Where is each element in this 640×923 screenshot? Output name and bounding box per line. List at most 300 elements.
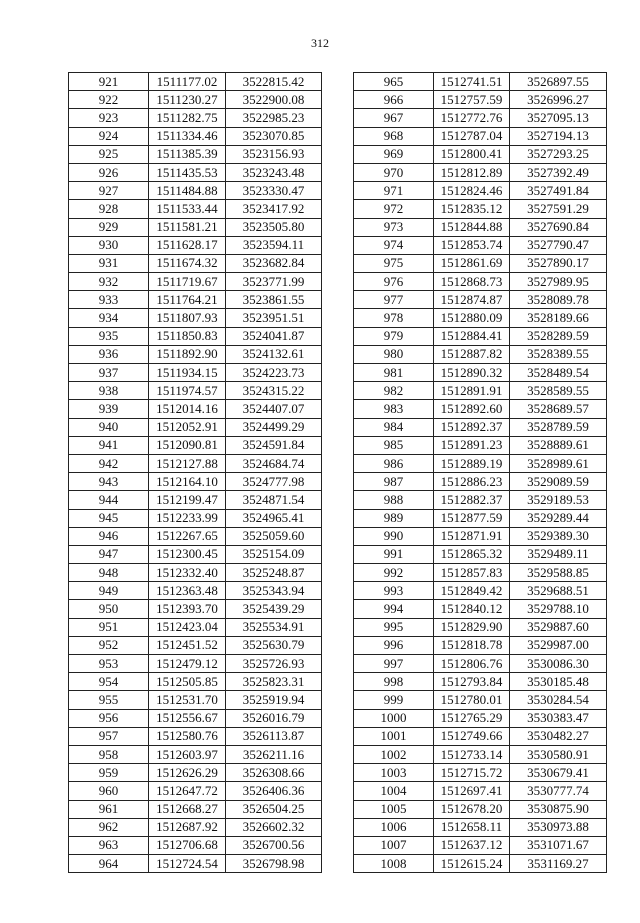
point-number-cell: 993 <box>354 582 434 600</box>
table-row <box>354 200 607 218</box>
x-coordinate-cell: 1512892.60 <box>434 400 510 418</box>
table-row <box>354 291 607 309</box>
y-coordinate-cell: 3530185.48 <box>510 673 607 691</box>
x-coordinate-cell: 1512626.29 <box>149 764 226 782</box>
table-row <box>69 527 322 545</box>
x-coordinate-cell: 1512733.14 <box>434 745 510 763</box>
point-number-cell: 959 <box>69 764 149 782</box>
table-row <box>354 527 607 545</box>
x-coordinate-cell: 1512668.27 <box>149 800 226 818</box>
x-coordinate-cell: 1512793.84 <box>434 673 510 691</box>
x-coordinate-cell: 1512014.16 <box>149 400 226 418</box>
x-coordinate-cell: 1512849.42 <box>434 582 510 600</box>
x-coordinate-cell: 1512865.32 <box>434 545 510 563</box>
y-coordinate-cell: 3526211.16 <box>226 745 322 763</box>
point-number-cell: 932 <box>69 273 149 291</box>
point-number-cell: 986 <box>354 454 434 472</box>
table-row <box>69 109 322 127</box>
y-coordinate-cell: 3525154.09 <box>226 545 322 563</box>
point-number-cell: 922 <box>69 91 149 109</box>
y-coordinate-cell: 3530580.91 <box>510 745 607 763</box>
table-row <box>69 764 322 782</box>
x-coordinate-cell: 1512741.51 <box>434 73 510 91</box>
x-coordinate-cell: 1512199.47 <box>149 491 226 509</box>
y-coordinate-cell: 3526406.36 <box>226 782 322 800</box>
x-coordinate-cell: 1512829.90 <box>434 618 510 636</box>
y-coordinate-cell: 3527095.13 <box>510 109 607 127</box>
y-coordinate-cell: 3522985.23 <box>226 109 322 127</box>
x-coordinate-cell: 1512658.11 <box>434 818 510 836</box>
x-coordinate-cell: 1511334.46 <box>149 127 226 145</box>
point-number-cell: 974 <box>354 236 434 254</box>
x-coordinate-cell: 1512556.67 <box>149 709 226 727</box>
point-number-cell: 953 <box>69 655 149 673</box>
x-coordinate-cell: 1511850.83 <box>149 327 226 345</box>
table-row <box>69 400 322 418</box>
y-coordinate-cell: 3529089.59 <box>510 473 607 491</box>
page-number: 312 <box>311 36 329 50</box>
y-coordinate-cell: 3523594.11 <box>226 236 322 254</box>
y-coordinate-cell: 3528889.61 <box>510 436 607 454</box>
y-coordinate-cell: 3529788.10 <box>510 600 607 618</box>
table-row <box>69 163 322 181</box>
point-number-cell: 964 <box>69 855 149 873</box>
x-coordinate-cell: 1512882.37 <box>434 491 510 509</box>
point-number-cell: 1007 <box>354 836 434 854</box>
x-coordinate-cell: 1511934.15 <box>149 364 226 382</box>
x-coordinate-cell: 1511719.67 <box>149 273 226 291</box>
x-coordinate-cell: 1512233.99 <box>149 509 226 527</box>
table-row <box>354 382 607 400</box>
table-row <box>354 454 607 472</box>
table-row <box>354 273 607 291</box>
x-coordinate-cell: 1512451.52 <box>149 636 226 654</box>
point-number-cell: 980 <box>354 345 434 363</box>
point-number-cell: 1001 <box>354 727 434 745</box>
point-number-cell: 1004 <box>354 782 434 800</box>
x-coordinate-cell: 1512806.76 <box>434 655 510 673</box>
y-coordinate-cell: 3529489.11 <box>510 545 607 563</box>
y-coordinate-cell: 3524777.98 <box>226 473 322 491</box>
y-coordinate-cell: 3525823.31 <box>226 673 322 691</box>
point-number-cell: 941 <box>69 436 149 454</box>
x-coordinate-cell: 1512853.74 <box>434 236 510 254</box>
point-number-cell: 936 <box>69 345 149 363</box>
table-row <box>69 91 322 109</box>
y-coordinate-cell: 3523861.55 <box>226 291 322 309</box>
point-number-cell: 987 <box>354 473 434 491</box>
point-number-cell: 950 <box>69 600 149 618</box>
table-row <box>69 418 322 436</box>
x-coordinate-cell: 1512757.59 <box>434 91 510 109</box>
y-coordinate-cell: 3528589.55 <box>510 382 607 400</box>
point-number-cell: 957 <box>69 727 149 745</box>
y-coordinate-cell: 3528289.59 <box>510 327 607 345</box>
point-number-cell: 999 <box>354 691 434 709</box>
x-coordinate-cell: 1512724.54 <box>149 855 226 873</box>
y-coordinate-cell: 3527293.25 <box>510 145 607 163</box>
coordinates-table-left-body <box>69 73 322 873</box>
table-row <box>69 200 322 218</box>
point-number-cell: 958 <box>69 745 149 763</box>
y-coordinate-cell: 3528189.66 <box>510 309 607 327</box>
y-coordinate-cell: 3523951.51 <box>226 309 322 327</box>
x-coordinate-cell: 1512393.70 <box>149 600 226 618</box>
x-coordinate-cell: 1511533.44 <box>149 200 226 218</box>
table-row <box>354 418 607 436</box>
y-coordinate-cell: 3522815.42 <box>226 73 322 91</box>
x-coordinate-cell: 1512871.91 <box>434 527 510 545</box>
table-row <box>354 127 607 145</box>
point-number-cell: 963 <box>69 836 149 854</box>
x-coordinate-cell: 1512697.41 <box>434 782 510 800</box>
y-coordinate-cell: 3527392.49 <box>510 163 607 181</box>
point-number-cell: 969 <box>354 145 434 163</box>
y-coordinate-cell: 3528689.57 <box>510 400 607 418</box>
y-coordinate-cell: 3524871.54 <box>226 491 322 509</box>
table-row <box>354 564 607 582</box>
x-coordinate-cell: 1512127.88 <box>149 454 226 472</box>
y-coordinate-cell: 3523417.92 <box>226 200 322 218</box>
y-coordinate-cell: 3529588.85 <box>510 564 607 582</box>
table-row <box>354 782 607 800</box>
x-coordinate-cell: 1512267.65 <box>149 527 226 545</box>
table-row <box>69 291 322 309</box>
y-coordinate-cell: 3530875.90 <box>510 800 607 818</box>
x-coordinate-cell: 1512861.69 <box>434 254 510 272</box>
y-coordinate-cell: 3528089.78 <box>510 291 607 309</box>
table-row <box>69 727 322 745</box>
table-row <box>69 273 322 291</box>
point-number-cell: 955 <box>69 691 149 709</box>
x-coordinate-cell: 1512840.12 <box>434 600 510 618</box>
x-coordinate-cell: 1511764.21 <box>149 291 226 309</box>
table-row <box>69 509 322 527</box>
table-row <box>69 709 322 727</box>
x-coordinate-cell: 1511484.88 <box>149 182 226 200</box>
y-coordinate-cell: 3523771.99 <box>226 273 322 291</box>
x-coordinate-cell: 1512678.20 <box>434 800 510 818</box>
point-number-cell: 948 <box>69 564 149 582</box>
table-row <box>354 309 607 327</box>
table-row <box>69 782 322 800</box>
point-number-cell: 983 <box>354 400 434 418</box>
x-coordinate-cell: 1512749.66 <box>434 727 510 745</box>
table-row <box>69 382 322 400</box>
y-coordinate-cell: 3526504.25 <box>226 800 322 818</box>
x-coordinate-cell: 1512835.12 <box>434 200 510 218</box>
point-number-cell: 989 <box>354 509 434 527</box>
x-coordinate-cell: 1512647.72 <box>149 782 226 800</box>
table-row <box>69 691 322 709</box>
point-number-cell: 939 <box>69 400 149 418</box>
x-coordinate-cell: 1512423.04 <box>149 618 226 636</box>
y-coordinate-cell: 3524499.29 <box>226 418 322 436</box>
y-coordinate-cell: 3527194.13 <box>510 127 607 145</box>
table-row <box>69 127 322 145</box>
x-coordinate-cell: 1511674.32 <box>149 254 226 272</box>
y-coordinate-cell: 3529688.51 <box>510 582 607 600</box>
point-number-cell: 951 <box>69 618 149 636</box>
table-row <box>69 655 322 673</box>
y-coordinate-cell: 3523330.47 <box>226 182 322 200</box>
x-coordinate-cell: 1512891.91 <box>434 382 510 400</box>
table-row <box>354 345 607 363</box>
y-coordinate-cell: 3525919.94 <box>226 691 322 709</box>
y-coordinate-cell: 3529289.44 <box>510 509 607 527</box>
point-number-cell: 943 <box>69 473 149 491</box>
x-coordinate-cell: 1511435.53 <box>149 163 226 181</box>
y-coordinate-cell: 3523682.84 <box>226 254 322 272</box>
x-coordinate-cell: 1512715.72 <box>434 764 510 782</box>
table-row <box>69 618 322 636</box>
y-coordinate-cell: 3525534.91 <box>226 618 322 636</box>
x-coordinate-cell: 1512812.89 <box>434 163 510 181</box>
x-coordinate-cell: 1512884.41 <box>434 327 510 345</box>
point-number-cell: 970 <box>354 163 434 181</box>
y-coordinate-cell: 3524591.84 <box>226 436 322 454</box>
x-coordinate-cell: 1511282.75 <box>149 109 226 127</box>
point-number-cell: 961 <box>69 800 149 818</box>
x-coordinate-cell: 1512479.12 <box>149 655 226 673</box>
y-coordinate-cell: 3529987.00 <box>510 636 607 654</box>
table-row <box>354 709 607 727</box>
x-coordinate-cell: 1512603.97 <box>149 745 226 763</box>
point-number-cell: 982 <box>354 382 434 400</box>
point-number-cell: 942 <box>69 454 149 472</box>
y-coordinate-cell: 3524223.73 <box>226 364 322 382</box>
x-coordinate-cell: 1512818.78 <box>434 636 510 654</box>
y-coordinate-cell: 3526016.79 <box>226 709 322 727</box>
point-number-cell: 976 <box>354 273 434 291</box>
table-row <box>354 745 607 763</box>
point-number-cell: 994 <box>354 600 434 618</box>
point-number-cell: 954 <box>69 673 149 691</box>
y-coordinate-cell: 3527491.84 <box>510 182 607 200</box>
x-coordinate-cell: 1512615.24 <box>434 855 510 873</box>
x-coordinate-cell: 1511581.21 <box>149 218 226 236</box>
table-row <box>69 327 322 345</box>
y-coordinate-cell: 3526308.66 <box>226 764 322 782</box>
point-number-cell: 956 <box>69 709 149 727</box>
table-row <box>354 327 607 345</box>
y-coordinate-cell: 3531169.27 <box>510 855 607 873</box>
point-number-cell: 967 <box>354 109 434 127</box>
point-number-cell: 971 <box>354 182 434 200</box>
point-number-cell: 960 <box>69 782 149 800</box>
y-coordinate-cell: 3531071.67 <box>510 836 607 854</box>
x-coordinate-cell: 1512505.85 <box>149 673 226 691</box>
x-coordinate-cell: 1512687.92 <box>149 818 226 836</box>
y-coordinate-cell: 3525726.93 <box>226 655 322 673</box>
coordinates-table-right-body <box>354 73 607 873</box>
point-number-cell: 933 <box>69 291 149 309</box>
y-coordinate-cell: 3523505.80 <box>226 218 322 236</box>
table-row <box>354 836 607 854</box>
x-coordinate-cell: 1511892.90 <box>149 345 226 363</box>
table-row <box>354 618 607 636</box>
x-coordinate-cell: 1512887.82 <box>434 345 510 363</box>
x-coordinate-cell: 1512877.59 <box>434 509 510 527</box>
point-number-cell: 945 <box>69 509 149 527</box>
table-row <box>354 673 607 691</box>
point-number-cell: 949 <box>69 582 149 600</box>
y-coordinate-cell: 3528789.59 <box>510 418 607 436</box>
table-row <box>354 655 607 673</box>
point-number-cell: 1003 <box>354 764 434 782</box>
y-coordinate-cell: 3527790.47 <box>510 236 607 254</box>
point-number-cell: 997 <box>354 655 434 673</box>
point-number-cell: 981 <box>354 364 434 382</box>
table-row <box>354 182 607 200</box>
y-coordinate-cell: 3525248.87 <box>226 564 322 582</box>
x-coordinate-cell: 1512890.32 <box>434 364 510 382</box>
point-number-cell: 972 <box>354 200 434 218</box>
y-coordinate-cell: 3527989.95 <box>510 273 607 291</box>
point-number-cell: 962 <box>69 818 149 836</box>
point-number-cell: 968 <box>354 127 434 145</box>
table-row <box>69 236 322 254</box>
table-row <box>69 636 322 654</box>
x-coordinate-cell: 1512891.23 <box>434 436 510 454</box>
point-number-cell: 984 <box>354 418 434 436</box>
point-number-cell: 925 <box>69 145 149 163</box>
point-number-cell: 946 <box>69 527 149 545</box>
x-coordinate-cell: 1512300.45 <box>149 545 226 563</box>
y-coordinate-cell: 3525630.79 <box>226 636 322 654</box>
y-coordinate-cell: 3524684.74 <box>226 454 322 472</box>
table-row <box>69 364 322 382</box>
table-row <box>69 582 322 600</box>
y-coordinate-cell: 3524407.07 <box>226 400 322 418</box>
x-coordinate-cell: 1512164.10 <box>149 473 226 491</box>
point-number-cell: 990 <box>354 527 434 545</box>
y-coordinate-cell: 3526996.27 <box>510 91 607 109</box>
y-coordinate-cell: 3530383.47 <box>510 709 607 727</box>
x-coordinate-cell: 1512892.37 <box>434 418 510 436</box>
x-coordinate-cell: 1512090.81 <box>149 436 226 454</box>
y-coordinate-cell: 3530284.54 <box>510 691 607 709</box>
table-row <box>354 473 607 491</box>
point-number-cell: 944 <box>69 491 149 509</box>
table-row <box>354 582 607 600</box>
table-row <box>354 764 607 782</box>
y-coordinate-cell: 3529389.30 <box>510 527 607 545</box>
y-coordinate-cell: 3529887.60 <box>510 618 607 636</box>
y-coordinate-cell: 3524132.61 <box>226 345 322 363</box>
y-coordinate-cell: 3525343.94 <box>226 582 322 600</box>
table-row <box>354 163 607 181</box>
y-coordinate-cell: 3524965.41 <box>226 509 322 527</box>
table-row <box>69 855 322 873</box>
point-number-cell: 995 <box>354 618 434 636</box>
y-coordinate-cell: 3530482.27 <box>510 727 607 745</box>
point-number-cell: 991 <box>354 545 434 563</box>
point-number-cell: 975 <box>354 254 434 272</box>
y-coordinate-cell: 3529189.53 <box>510 491 607 509</box>
table-row <box>69 800 322 818</box>
point-number-cell: 926 <box>69 163 149 181</box>
point-number-cell: 988 <box>354 491 434 509</box>
y-coordinate-cell: 3526113.87 <box>226 727 322 745</box>
x-coordinate-cell: 1512787.04 <box>434 127 510 145</box>
table-row <box>69 345 322 363</box>
y-coordinate-cell: 3528989.61 <box>510 454 607 472</box>
point-number-cell: 929 <box>69 218 149 236</box>
point-number-cell: 935 <box>69 327 149 345</box>
table-row <box>69 491 322 509</box>
table-row <box>69 218 322 236</box>
table-row <box>69 254 322 272</box>
table-row <box>354 636 607 654</box>
table-row <box>354 254 607 272</box>
x-coordinate-cell: 1512637.12 <box>434 836 510 854</box>
point-number-cell: 998 <box>354 673 434 691</box>
y-coordinate-cell: 3527690.84 <box>510 218 607 236</box>
table-row <box>354 855 607 873</box>
x-coordinate-cell: 1512580.76 <box>149 727 226 745</box>
point-number-cell: 979 <box>354 327 434 345</box>
x-coordinate-cell: 1511628.17 <box>149 236 226 254</box>
x-coordinate-cell: 1512886.23 <box>434 473 510 491</box>
point-number-cell: 1008 <box>354 855 434 873</box>
point-number-cell: 927 <box>69 182 149 200</box>
table-row <box>354 818 607 836</box>
y-coordinate-cell: 3524315.22 <box>226 382 322 400</box>
x-coordinate-cell: 1512780.01 <box>434 691 510 709</box>
y-coordinate-cell: 3530973.88 <box>510 818 607 836</box>
y-coordinate-cell: 3523156.93 <box>226 145 322 163</box>
coordinates-table-left <box>68 72 322 873</box>
table-row <box>354 509 607 527</box>
y-coordinate-cell: 3526897.55 <box>510 73 607 91</box>
point-number-cell: 966 <box>354 91 434 109</box>
x-coordinate-cell: 1512857.83 <box>434 564 510 582</box>
x-coordinate-cell: 1511385.39 <box>149 145 226 163</box>
table-row <box>69 309 322 327</box>
table-row <box>69 454 322 472</box>
point-number-cell: 1002 <box>354 745 434 763</box>
x-coordinate-cell: 1512874.87 <box>434 291 510 309</box>
table-row <box>354 91 607 109</box>
table-row <box>69 818 322 836</box>
point-number-cell: 934 <box>69 309 149 327</box>
x-coordinate-cell: 1512052.91 <box>149 418 226 436</box>
table-row <box>354 236 607 254</box>
table-row <box>354 545 607 563</box>
y-coordinate-cell: 3522900.08 <box>226 91 322 109</box>
point-number-cell: 931 <box>69 254 149 272</box>
table-row <box>354 600 607 618</box>
y-coordinate-cell: 3526798.98 <box>226 855 322 873</box>
x-coordinate-cell: 1512772.76 <box>434 109 510 127</box>
y-coordinate-cell: 3525059.60 <box>226 527 322 545</box>
x-coordinate-cell: 1511230.27 <box>149 91 226 109</box>
point-number-cell: 1005 <box>354 800 434 818</box>
table-row <box>354 145 607 163</box>
table-row <box>69 673 322 691</box>
point-number-cell: 973 <box>354 218 434 236</box>
point-number-cell: 978 <box>354 309 434 327</box>
table-row <box>354 691 607 709</box>
point-number-cell: 938 <box>69 382 149 400</box>
x-coordinate-cell: 1512868.73 <box>434 273 510 291</box>
point-number-cell: 937 <box>69 364 149 382</box>
table-row <box>354 491 607 509</box>
point-number-cell: 1006 <box>354 818 434 836</box>
y-coordinate-cell: 3530679.41 <box>510 764 607 782</box>
x-coordinate-cell: 1511177.02 <box>149 73 226 91</box>
